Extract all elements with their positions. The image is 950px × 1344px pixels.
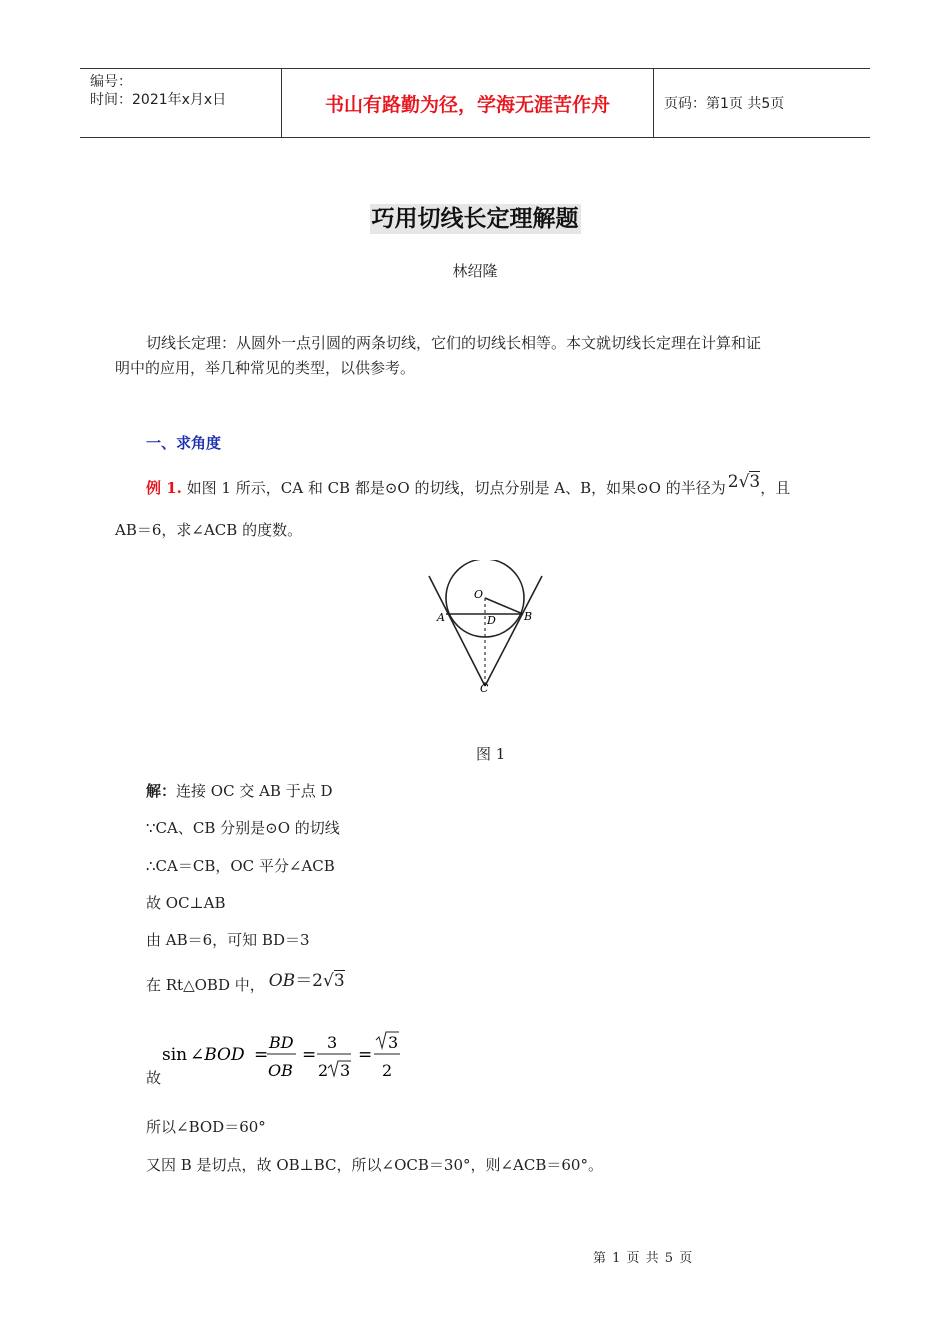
solution-line-1-text: 连接 OC 交 AB 于点 D (176, 782, 333, 800)
date-label: 时间：2021年x月x日 (90, 92, 227, 108)
frac2-den-coef: 2 (318, 1061, 329, 1080)
radius-root: 3 (749, 472, 761, 492)
frac2-num: 3 (327, 1033, 338, 1052)
figure-caption: 图 1 (476, 745, 506, 763)
document-header (80, 68, 870, 138)
sin-text: sin (162, 1045, 188, 1065)
header-motto: 书山有路勤为径，学海无涯苦作舟 (282, 69, 654, 137)
intro-line-2: 明中的应用，举几种常见的类型，以供参考。 (115, 359, 416, 377)
header-page-label: 页码：第1页 共5页 (664, 96, 785, 112)
angle-bod: ∠BOD (190, 1045, 245, 1065)
eq-sign-3: = (358, 1045, 373, 1065)
ob-lhs: OB (268, 971, 296, 991)
solution-line-4: 故 OC⊥AB (146, 894, 226, 912)
solution-line-8: 所以∠BOD＝60° (146, 1118, 266, 1136)
solution-line-2: ∵CA、CB 分别是⊙O 的切线 (146, 819, 340, 837)
page-footer: 第 1 页 共 5 页 (593, 1251, 694, 1266)
example-text-a: 如图 1 所示，CA 和 CB 都是⊙O 的切线，切点分别是 A、B，如果⊙O 的半径为 (181, 479, 726, 497)
author: 林绍隆 (452, 262, 498, 280)
solution-line-6-text: 在 Rt△OBD 中， (146, 976, 265, 994)
label-o: O (474, 588, 484, 601)
page-title: 巧用切线长定理解题 (371, 206, 579, 232)
frac1-num: BD (269, 1033, 294, 1052)
label-b: B (524, 610, 533, 623)
solution-line-6 (146, 971, 345, 995)
intro-line-1: 切线长定理：从圆外一点引圆的两条切线，它们的切线长相等。本文就切线长定理在计算和证 (146, 334, 762, 352)
page-title-wrap (0, 200, 950, 233)
frac2-den-root: 3 (340, 1061, 351, 1080)
solution-line-9: 又因 B 是切点，故 OB⊥BC，所以∠OCB＝30°，则∠ACB＝60°。 (146, 1156, 603, 1174)
solution-line-5: 由 AB＝6，可知 BD＝3 (146, 931, 310, 949)
number-label: 编号： (90, 74, 132, 90)
eq-sign-2: = (302, 1045, 317, 1065)
tangent-line-cb (485, 576, 542, 686)
radical-sign: √ (738, 472, 750, 492)
ob-root: 3 (333, 971, 345, 991)
eq-sign-1: = (254, 1045, 269, 1065)
radius-coef: 2 (727, 472, 739, 492)
label-a: A (437, 611, 445, 624)
radius-ob (485, 598, 523, 614)
example-1-line-2: AB＝6，求∠ACB 的度数。 (115, 521, 303, 539)
example-1-line-1 (146, 472, 791, 498)
therefore-gu: 故 (146, 1069, 162, 1087)
frac3-den: 2 (382, 1061, 393, 1080)
ob-equation (269, 971, 345, 991)
label-c: C (480, 682, 489, 695)
radical-sign: √ (323, 971, 334, 991)
frac3-num-root: 3 (388, 1033, 399, 1052)
example-label: 例 1. (146, 479, 182, 497)
frac1-den: OB (268, 1061, 293, 1080)
solution-label: 解： (146, 782, 177, 800)
example-text-b: ，且 (760, 479, 791, 497)
label-d: D (487, 614, 496, 627)
radius-math (728, 472, 761, 492)
figure-1-diagram (425, 560, 550, 700)
ob-eq: ＝2 (295, 971, 324, 991)
solution-line-1 (146, 781, 333, 801)
sine-equation (162, 1028, 412, 1086)
solution-line-3: ∴CA＝CB，OC 平分∠ACB (146, 857, 335, 875)
section-heading: 一、求角度 (146, 434, 222, 452)
header-info-cell (80, 69, 282, 137)
